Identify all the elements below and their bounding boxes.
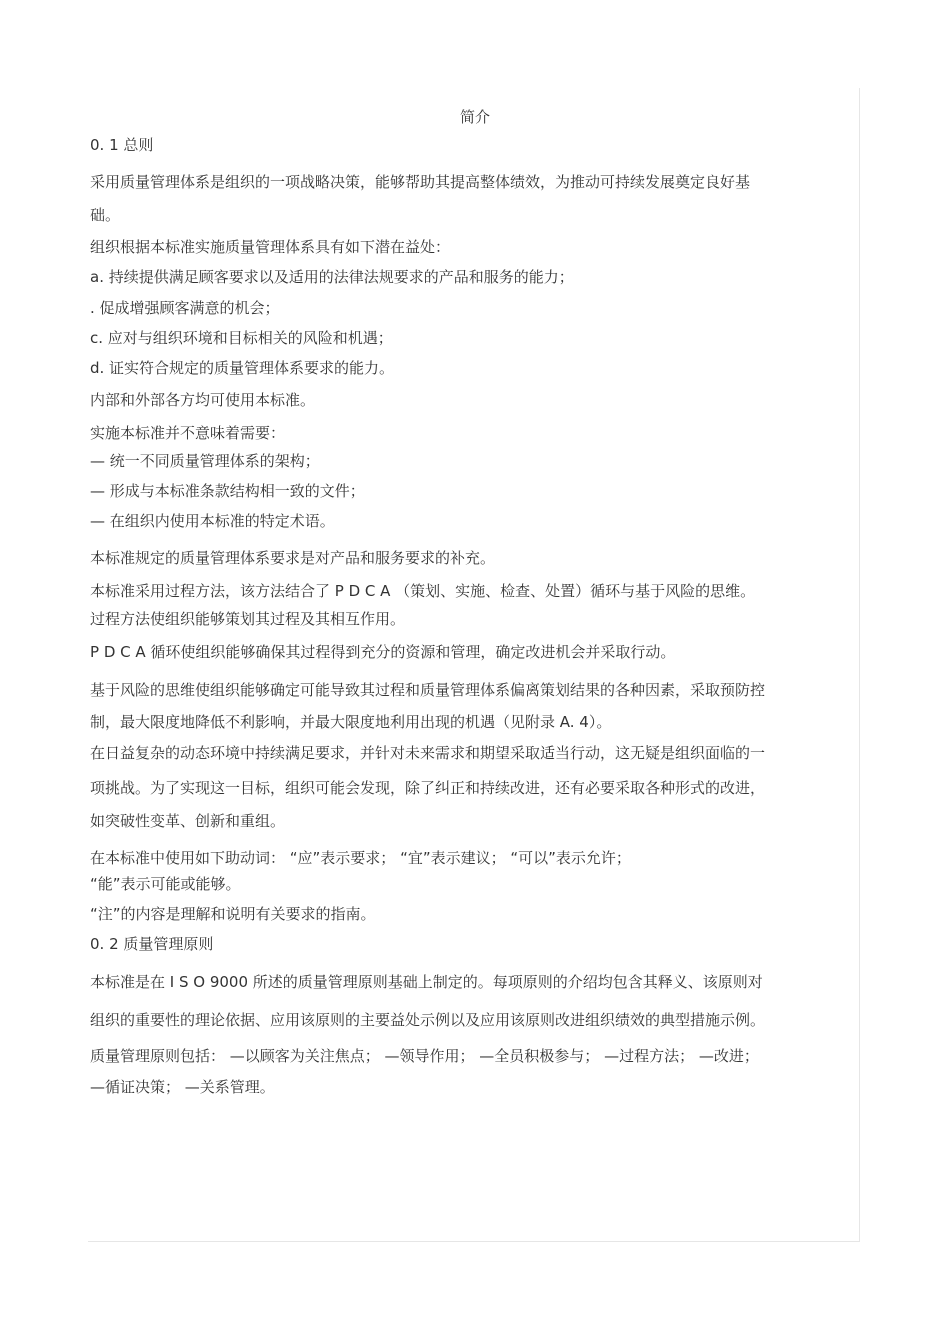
paragraph-line: 基于风险的思维使组织能够确定可能导致其过程和质量管理体系偏离策划结果的各种因素，采取预防控 [90, 681, 766, 699]
list-item: — 形成与本标准条款结构相一致的文件； [90, 482, 365, 500]
list-item: d. 证实符合规定的质量管理体系要求的能力。 [90, 359, 395, 377]
paragraph-line: 本标准规定的质量管理体系要求是对产品和服务要求的补充。 [90, 549, 496, 567]
list-item: . 促成增强顾客满意的机会； [90, 299, 280, 317]
paragraph-line: 采用质量管理体系是组织的一项战略决策，能够帮助其提高整体绩效，为推动可持续发展奠定良好基 [90, 173, 751, 191]
paragraph-line: 础。 [90, 206, 121, 224]
paragraph-line: 如突破性变革、创新和重组。 [90, 812, 286, 830]
paragraph-line: 实施本标准并不意味着需要： [90, 424, 286, 442]
paragraph-line: 过程方法使组织能够策划其过程及其相互作用。 [90, 610, 406, 628]
paragraph-line: 本标准采用过程方法，该方法结合了 P D C A （策划、实施、检查、处置）循环与基于风险的思维。 [90, 582, 756, 600]
list-item: — 统一不同质量管理体系的架构； [90, 452, 320, 470]
list-item: a. 持续提供满足顾客要求以及适用的法律法规要求的产品和服务的能力； [90, 268, 574, 286]
paragraph-line: 内部和外部各方均可使用本标准。 [90, 391, 316, 409]
section-heading-principles: 0. 2 质量管理原则 [90, 935, 214, 953]
paragraph-line: 质量管理原则包括： —以顾客为关注焦点； —领导作用； —全员积极参与； —过程方法； —改进； [90, 1047, 759, 1065]
paragraph-line: 在日益复杂的动态环境中持续满足要求，并针对未来需求和期望采取适当行动，这无疑是组织面临的一 [90, 744, 766, 762]
paragraph-line: 项挑战。为了实现这一目标，组织可能会发现，除了纠正和持续改进，还有必要采取各种形式的改进， [90, 779, 766, 797]
paragraph-line: 组织根据本标准实施质量管理体系具有如下潜在益处： [90, 238, 451, 256]
paragraph-line: 在本标准中使用如下助动词： “应”表示要求； “宜”表示建议； “可以”表示允许； [90, 849, 631, 867]
page-title: 简介 [459, 108, 490, 126]
paragraph-line: 组织的重要性的理论依据、应用该原则的主要益处示例以及应用该原则改进组织绩效的典型措施示例。 [90, 1011, 766, 1029]
paragraph-line: 本标准是在 I S O 9000 所述的质量管理原则基础上制定的。每项原则的介绍均包含其释义、该原则对 [90, 973, 763, 991]
paragraph-line: 制，最大限度地降低不利影响，并最大限度地利用出现的机遇（见附录 A. 4）。 [90, 713, 612, 731]
paragraph-line: “能”表示可能或能够。 [90, 875, 241, 893]
list-item: c. 应对与组织环境和目标相关的风险和机遇； [90, 329, 393, 347]
paragraph-line: “注”的内容是理解和说明有关要求的指南。 [90, 905, 376, 923]
paragraph-line: —循证决策； —关系管理。 [90, 1078, 275, 1096]
section-heading-general: 0. 1 总则 [90, 136, 154, 154]
page-frame [88, 88, 860, 1242]
list-item: — 在组织内使用本标准的特定术语。 [90, 512, 335, 530]
paragraph-line: P D C A 循环使组织能够确保其过程得到充分的资源和管理，确定改进机会并采取行动。 [90, 643, 676, 661]
